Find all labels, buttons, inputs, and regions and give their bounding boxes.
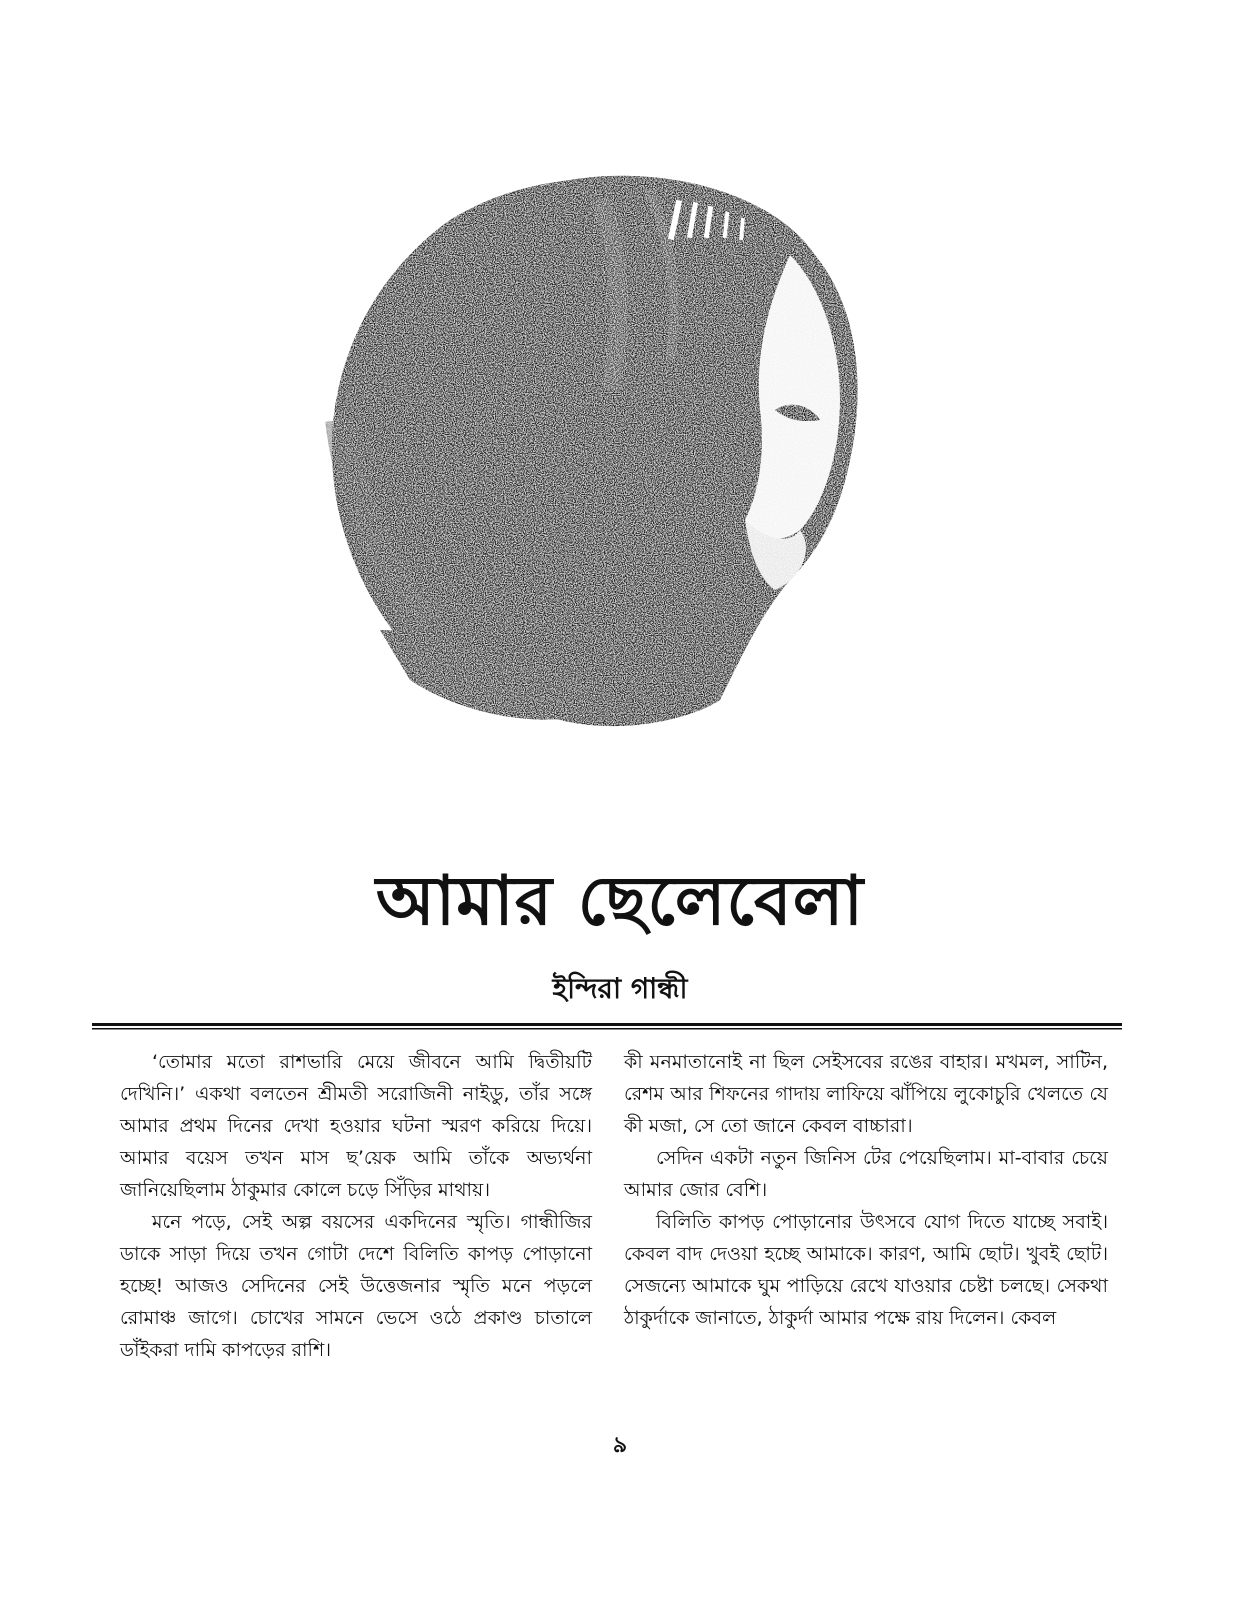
paragraph: বিলিতি কাপড় পোড়ানোর উৎসবে যোগ দিতে যাচ্ছে সবাই। কেবল বাদ দেওয়া হচ্ছে আমাকে। কারণ, আমি ছোট। খুবই ছোট। সেজন্যে আমাকে ঘুম পাড়িয়ে রেখে যাওয়ার চেষ্টা চলছে। সেকথা ঠাকুর্দাকে জানাতে, ঠাকুর্দা আমার পক্ষে রায় দিলেন। কেবল — [624, 1211, 1108, 1329]
left-column — [120, 1046, 592, 1366]
page-number: ৯ — [612, 1433, 628, 1458]
paragraph: মনে পড়ে, সেই অল্প বয়সের একদিনের স্মৃতি। গান্ধীজির ডাকে সাড়া দিয়ে তখন গোটা দেশে বিলিতি কাপড় পোড়ানো হচ্ছে! আজও সেদিনের সেই উত্তেজনার স্মৃতি মনে পড়লে রোমাঞ্চ জাগে। চোখের সামনে ভেসে ওঠে প্রকাণ্ড চাতালে ডাঁইকরা দামি কাপড়ের রাশি। — [120, 1211, 592, 1361]
paragraph: সেদিন একটা নতুন জিনিস টের পেয়েছিলাম। মা-বাবার চেয়ে আমার জোর বেশি। — [624, 1147, 1108, 1201]
article-author: ইন্দিরা গান্ধী — [552, 972, 688, 1005]
paragraph: কী মনমাতানোই না ছিল সেইসবের রঙের বাহার। মখমল, সাটিন, রেশম আর শিফনের গাদায় লাফিয়ে ঝাঁপিয়ে লুকোচুরি খেলতে যে কী মজা, সে তো জানে কেবল বাচ্চারা। — [624, 1051, 1108, 1137]
portrait-illustration — [320, 160, 880, 740]
article-title: আমার ছেলেবেলা — [375, 862, 865, 941]
paragraph: ‘তোমার মতো রাশভারি মেয়ে জীবনে আমি দ্বিতীয়টি দেখিনি।’ একথা বলতেন শ্রীমতী সরোজিনী নাইডু, তাঁর সঙ্গে আমার প্রথম দিনের দেখা হওয়ার ঘটনা স্মরণ করিয়ে দিয়ে। আমার বয়েস তখন মাস ছ’য়েক আমি তাঁকে অভ্যর্থনা জানিয়েছিলাম ঠাকুমার কোলে চড়ে সিঁড়ির মাথায়। — [120, 1051, 592, 1201]
right-column — [624, 1046, 1108, 1334]
divider-rule — [92, 1022, 1122, 1032]
